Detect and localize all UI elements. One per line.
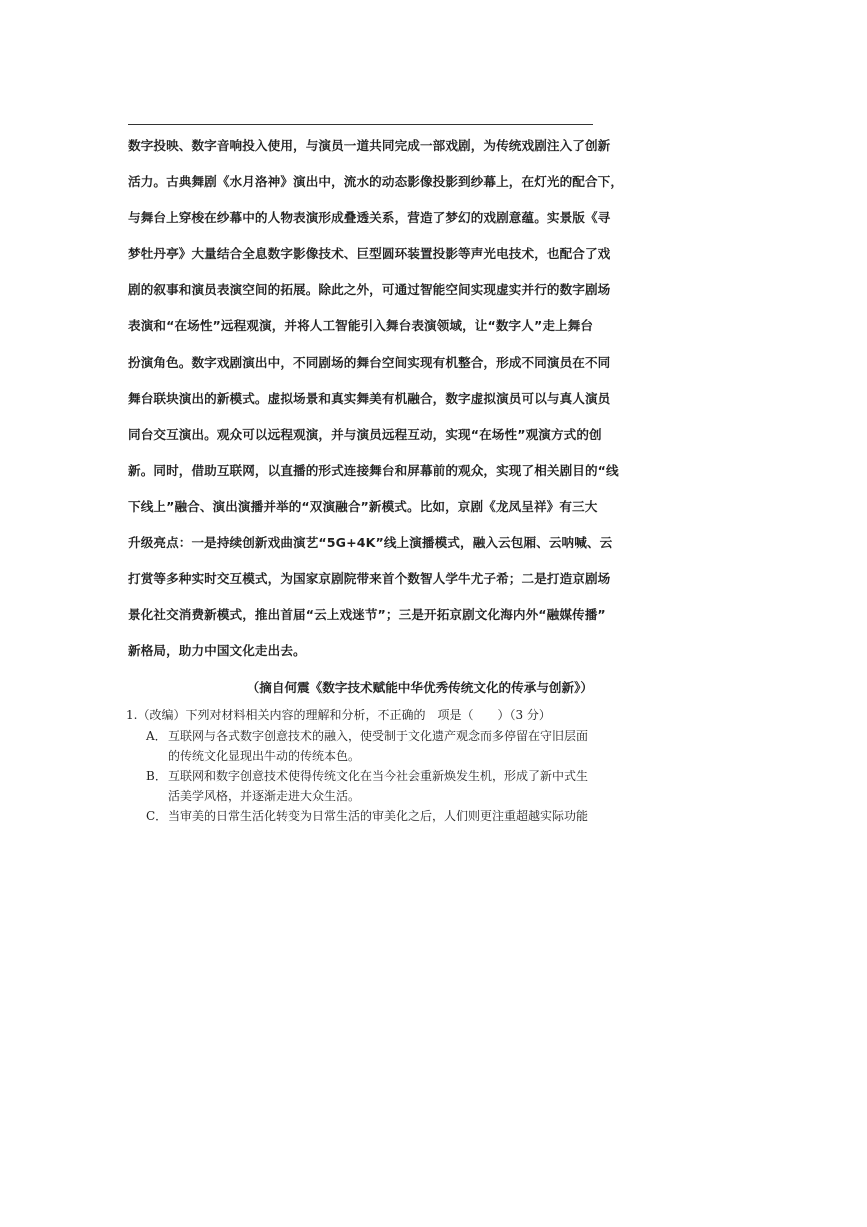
header-rule: [128, 124, 593, 125]
passage-source: （摘自何震《数字技术赋能中华优秀传统文化的传承与创新》）: [246, 680, 593, 695]
passage-line: 剧的叙事和演员表演空间的拓展。除此之外，可通过智能空间实现虚实并行的数字剧场: [128, 282, 611, 298]
option-text: 活美学风格，并逐渐走进大众生活。: [168, 789, 361, 803]
option-text: 的传统文化显现出牛动的传统本色。: [168, 749, 361, 763]
option-letter: C．: [146, 809, 168, 823]
option-a: [146, 726, 601, 766]
passage-line: 升级亮点：一是持续创新戏曲演艺“5G+4K”线上演播模式，融入云包厢、云呐喊、云: [128, 535, 613, 551]
passage-line: 扮演角色。数字戏剧演出中，不同剧场的舞台空间实现有机整合，形成不同演员在不同: [128, 354, 611, 370]
option-c: [146, 806, 601, 826]
option-letter: A．: [146, 729, 167, 743]
passage-line: 梦牡丹亭》大量结合全息数字影像技术、巨型圆环装置投影等声光电技术，也配合了戏: [128, 246, 611, 262]
question-1: [126, 705, 601, 826]
passage-line: 新。同时，借助互联网，以直播的形式连接舞台和屏幕前的观众，实现了相关剧目的“线: [128, 462, 619, 478]
option-text: 当审美的日常生活化转变为日常生活的审美化之后，人们则更注重超越实际功能: [168, 809, 589, 823]
question-stem: 1.（改编）下列对材料相关内容的理解和分析，不正确的 项是（ ）（3 分）: [126, 708, 551, 722]
passage-line: 同台交互演出。观众可以远程观演，并与演员远程互动，实现“在场性”观演方式的创: [128, 426, 602, 442]
passage-line: 舞台联块演出的新模式。虚拟场景和真实舞美有机融合，数字虚拟演员可以与真人演员: [128, 390, 611, 406]
passage-line: 景化社交消费新模式，推出首届“云上戏迷节”；三是开拓京剧文化海内外“融媒传播”: [128, 607, 606, 623]
option-text: 互联网与各式数字创意技术的融入，使受制于文化遗产观念而多停留在守旧层面: [168, 729, 589, 743]
passage-line: 与舞台上穿梭在纱幕中的人物表演形成叠透关系，营造了梦幻的戏剧意蕴。实景版《寻: [128, 210, 611, 226]
option-text: 互联网和数字创意技术使得传统文化在当今社会重新焕发生机，形成了新中式生: [168, 769, 589, 783]
passage-line: 活力。古典舞剧《水月洛神》演出中，流水的动态影像投影到纱幕上，在灯光的配合下，: [128, 174, 624, 190]
option-b: [146, 766, 601, 806]
option-letter: B．: [146, 769, 167, 783]
passage-line: 数字投映、数字音响投入使用，与演员一道共同完成一部戏剧，为传统戏剧注入了创新: [128, 138, 611, 153]
passage-text: [128, 130, 624, 671]
passage-line: 下线上”融合、演出演播并举的“双演融合”新模式。比如，京剧《龙凤呈祥》有三大: [128, 498, 598, 514]
passage-line: 打赏等多种实时交互模式，为国家京剧院带来首个数智人学牛尤子希；二是打造京剧场: [128, 571, 611, 587]
passage-line: 新格局，助力中国文化走出去。: [128, 643, 306, 659]
passage-line: 表演和“在场性”远程观演，并将人工智能引入舞台表演领域，让“数字人”走上舞台: [128, 318, 594, 334]
